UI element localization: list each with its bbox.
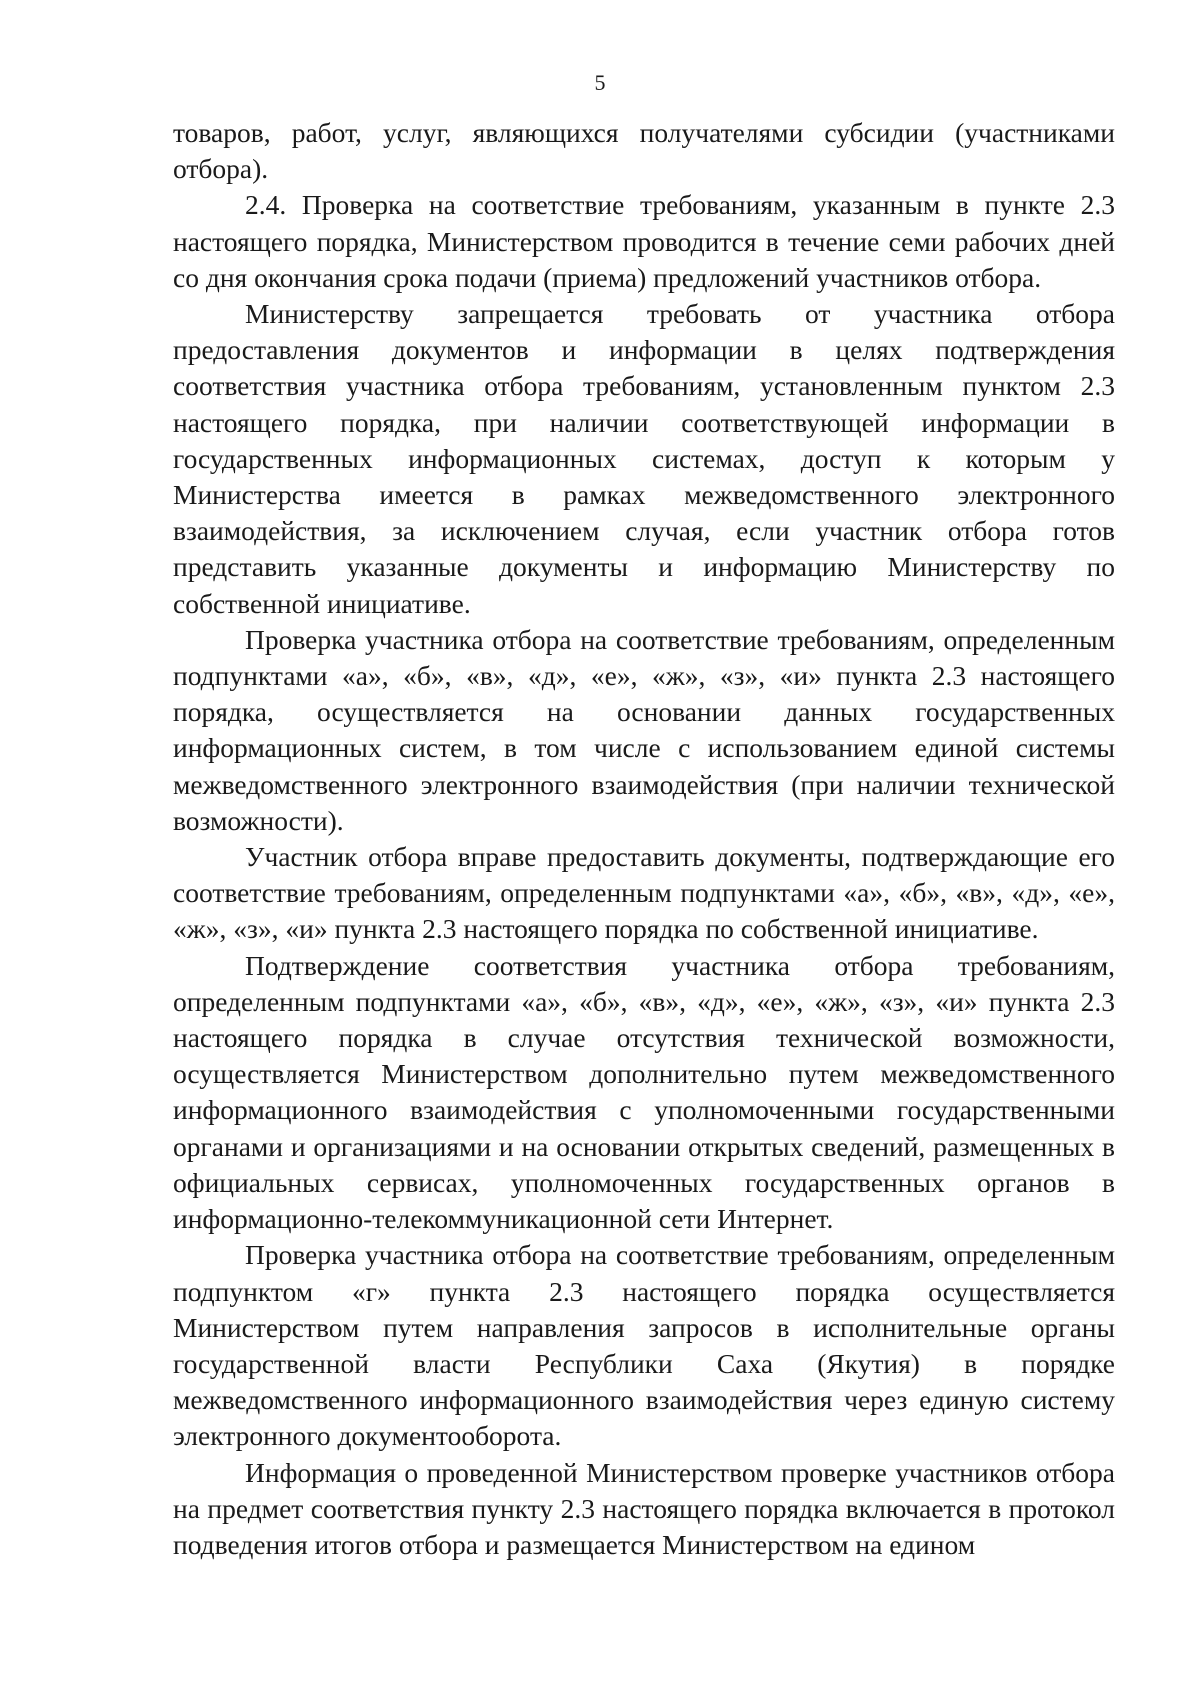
paragraph-confirmation: Подтверждение соответствия участника отбора требованиям, определенным подпунктами «а», «б», «в», «д», «е», «ж», «з», «и» пункта 2.3 настоящего порядка в случае отсутствия технической возможности, осуществляется Министерством дополнительно путем межведомственного информационного взаимодействия с уполномоченными государственными органами и организациями и на основании открытых сведений, размещенных в официальных сервисах, уполномоченных государственных органов в информационно-телекоммуникационной сети Интернет. xyxy=(173,949,1115,1235)
paragraph-participant-right: Участник отбора вправе предоставить документы, подтверждающие его соответствие требованиям, определенным подпунктами «а», «б», «в», «д», «е», «ж», «з», «и» пункта 2.3 настоящего порядка по собственной инициативе. xyxy=(173,841,1115,945)
paragraph-prohibition: Министерству запрещается требовать от участника отбора предоставления документов и информации в целях подтверждения соответствия участника отбора требованиям, установленным пунктом 2.3 настоящего порядка, при наличии соответствующей информации в государственных информационных системах, доступ к которым у Министерства имеется в рамках межведомственного электронного взаимодействия, за исключением случая, если участник отбора готов представить указанные документы и информацию Министерству по собственной инициативе. xyxy=(173,298,1115,619)
paragraph-verification-basis: Проверка участника отбора на соответствие требованиям, определенным подпунктами «а», «б», «в», «д», «е», «ж», «з», «и» пункта 2.3 настоящего порядка, осуществляется на основании данных государственных информационных систем, в том числе с использованием единой системы межведомственного электронного взаимодействия (при наличии технической возможности). xyxy=(173,623,1115,836)
paragraph-clause-2-4: 2.4. Проверка на соответствие требованиям, указанным в пункте 2.3 настоящего порядка, Министерством проводится в течение семи рабочих дней со дня окончания срока подачи (приема) предложений участников отбора. xyxy=(173,189,1115,293)
page-number: 5 xyxy=(594,70,606,95)
paragraph-information-protocol: Информация о проведенной Министерством проверке участников отбора на предмет соответствия пункту 2.3 настоящего порядка включается в протокол подведения итогов отбора и размещается Министерством на едином xyxy=(173,1456,1115,1560)
document-body xyxy=(173,115,1115,1563)
paragraph-continuation: товаров, работ, услуг, являющихся получателями субсидии (участниками отбора). xyxy=(173,117,1115,185)
paragraph-verification-subclause-g: Проверка участника отбора на соответствие требованиям, определенным подпунктом «г» пункта 2.3 настоящего порядка осуществляется Министерством путем направления запросов в исполнительные органы государственной власти Республики Саха (Якутия) в порядке межведомственного информационного взаимодействия через единую систему электронного документооборота. xyxy=(173,1239,1115,1452)
